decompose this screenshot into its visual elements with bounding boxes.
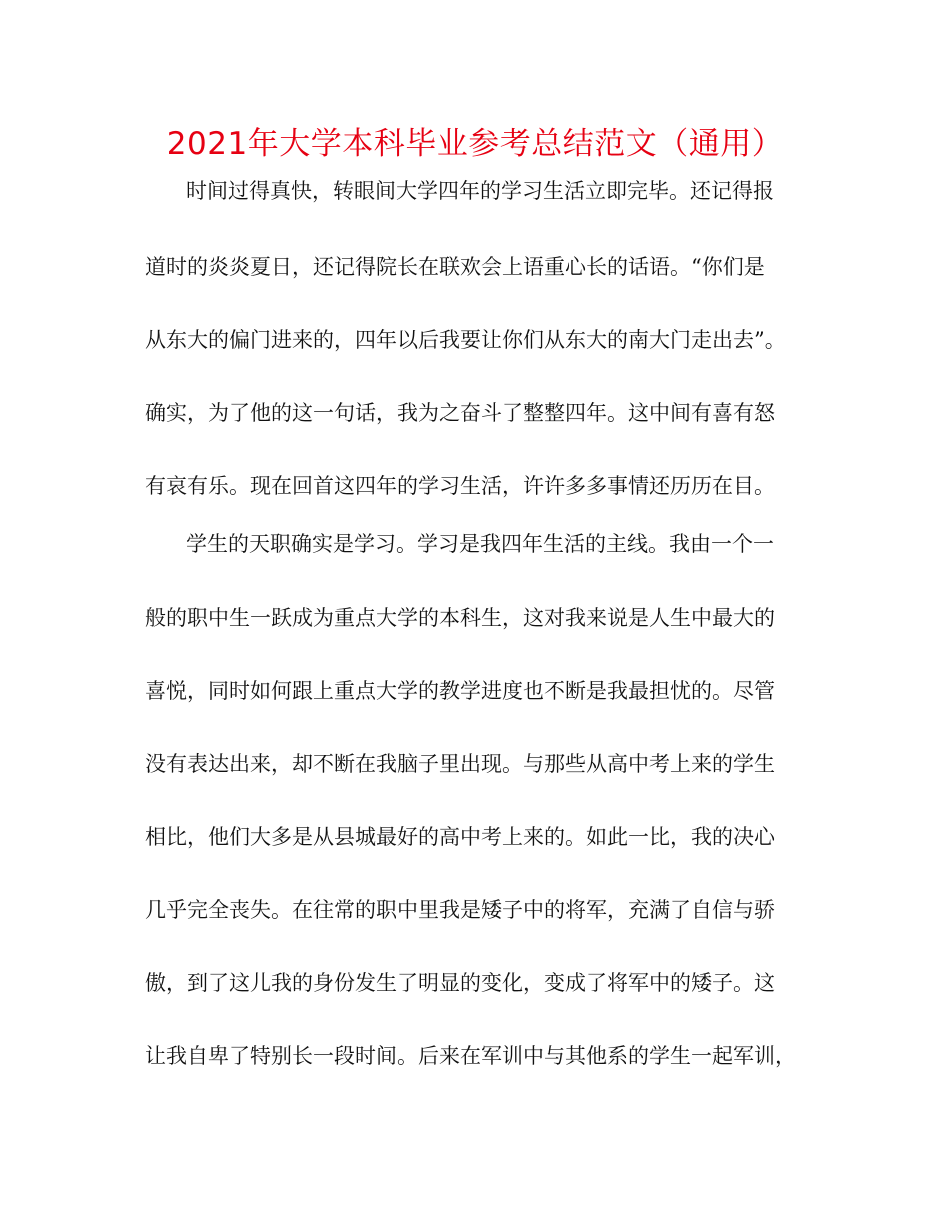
paragraph-line: 学生的天职确实是学习。学习是我四年生活的主线。我由一个一 bbox=[186, 532, 774, 556]
paragraph-line: 几乎完全丧失。在往常的职中里我是矮子中的将军，充满了自信与骄 bbox=[145, 898, 775, 922]
paragraph-line: 般的职中生一跃成为重点大学的本科生，这对我来说是人生中最大的 bbox=[145, 606, 775, 630]
paragraph-line: 傲，到了这儿我的身份发生了明显的变化，变成了将军中的矮子。这 bbox=[145, 971, 775, 995]
paragraph-line: 喜悦，同时如何跟上重点大学的教学进度也不断是我最担忧的。尽管 bbox=[145, 679, 775, 703]
paragraph-line: 时间过得真快，转眼间大学四年的学习生活立即完毕。还记得报 bbox=[186, 179, 774, 203]
paragraph-line: 让我自卑了特别长一段时间。后来在军训中与其他系的学生一起军训， bbox=[145, 1044, 796, 1068]
paragraph-line: 从东大的偏门进来的，四年以后我要让你们从东大的南大门走出去”。 bbox=[145, 328, 786, 352]
paragraph-line: 没有表达出来，却不断在我脑子里出现。与那些从高中考上来的学生 bbox=[145, 752, 775, 776]
paragraph-line: 确实，为了他的这一句话，我为之奋斗了整整四年。这中间有喜有怒 bbox=[145, 401, 775, 425]
document-title: 2021年大学本科毕业参考总结范文（通用） bbox=[166, 126, 784, 162]
paragraph-line: 相比，他们大多是从县城最好的高中考上来的。如此一比，我的决心 bbox=[145, 825, 775, 849]
paragraph-line: 道时的炎炎夏日，还记得院长在联欢会上语重心长的话语。“你们是 bbox=[145, 255, 765, 279]
paragraph-line: 有哀有乐。现在回首这四年的学习生活，许许多多事情还历历在目。 bbox=[145, 474, 775, 498]
